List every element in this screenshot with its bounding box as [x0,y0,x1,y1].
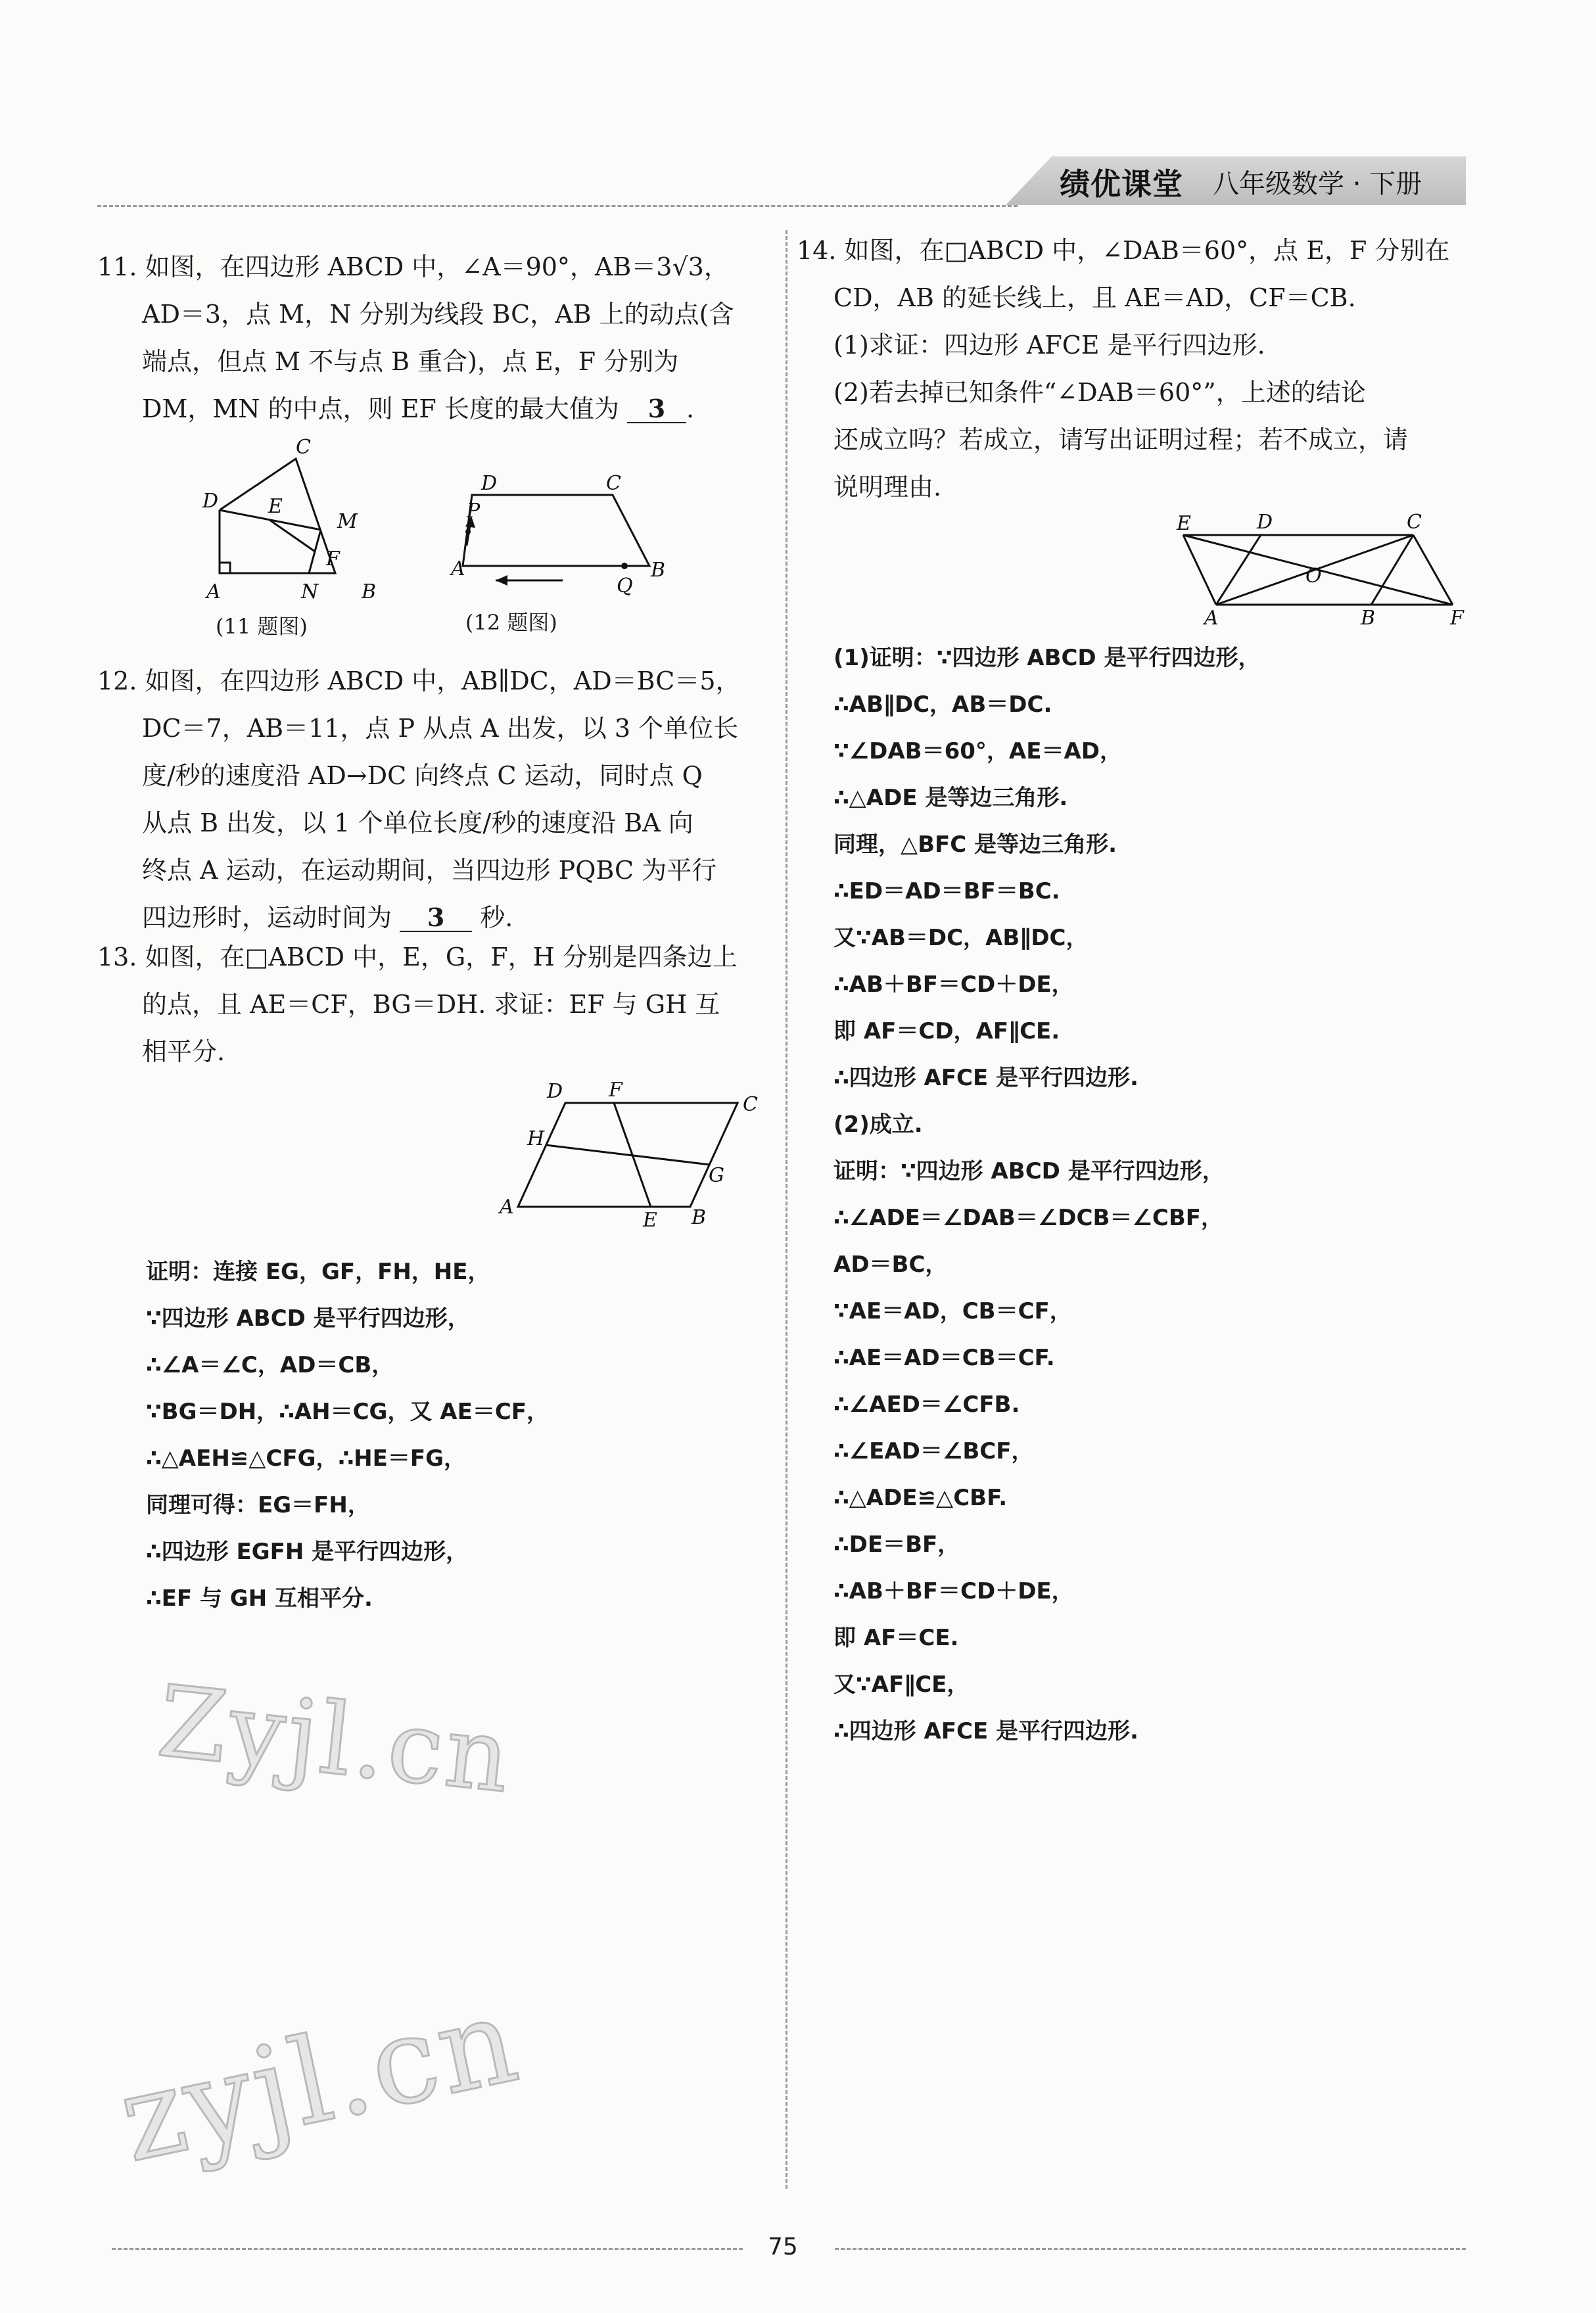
figure-14 [1163,506,1472,631]
proof14-line: ∴△ADE 是等边三角形. [833,785,1068,811]
fig14-label-C: C [1407,511,1422,534]
brand-title: 绩优课堂 [1060,166,1183,202]
proof14-line: (1)证明：∵四边形 ABCD 是平行四边形， [833,645,1261,671]
proof14-line: ∴∠EAD＝∠BCF， [833,1438,1034,1464]
proof-13 [146,1249,549,1622]
fig14-label-F: F [1450,607,1464,630]
fig13-label-G: G [709,1164,724,1187]
fig12-label-B: B [651,559,666,582]
q14-line: CD，AB 的延长线上，且 AE＝AD，CF＝CB. [833,283,1356,312]
proof14-line: AD＝BC， [833,1251,948,1278]
fig11-caption: (11 题图) [216,614,308,639]
proof14-line: ∴AB＋BF＝CD＋DE， [833,1578,1074,1604]
q12-line: DC＝7，AB＝11，点 P 从点 A 出发，以 3 个单位长 [142,714,739,743]
fig14-label-A: A [1204,607,1219,630]
proof14-line: ∴四边形 AFCE 是平行四边形. [833,1718,1138,1744]
proof14-line: ∴AB＋BF＝CD＋DE， [833,971,1074,998]
proof14-line: ∴ED＝AD＝BF＝BC. [833,878,1060,904]
q12-last-suffix: 秒. [480,903,513,932]
header-rule [97,205,1018,207]
fig14-label-E: E [1177,512,1191,535]
proof14-line: ∴△ADE≌△CBF. [833,1485,1008,1511]
q12-answer: 3 [400,904,472,932]
fig11-label-M: M [337,510,358,533]
proof14-line: ∴∠ADE＝∠DAB＝∠DCB＝∠CBF， [833,1205,1223,1231]
question-13 [97,933,738,1075]
fig13-label-E: E [643,1209,657,1232]
fig13-label-F: F [609,1079,622,1102]
fig13-label-B: B [692,1206,707,1229]
fig13-label-D: D [547,1080,563,1103]
fig11-label-E: E [268,495,283,518]
watermark: Zyjl.cn [153,1664,518,1815]
footer-rule-right [835,2248,1466,2250]
proof14-line: ∴AE＝AD＝CB＝CF. [833,1345,1055,1371]
fig11-label-N: N [301,580,319,603]
fig12-label-A: A [451,557,465,580]
fig13-label-C: C [743,1093,758,1116]
column-divider [786,230,787,2189]
q11-end: . [686,394,695,423]
proof14-line: 又∵AF∥CE， [833,1671,970,1698]
proof14-line: ∵∠DAB＝60°，AE＝AD， [833,738,1122,764]
q14-line: (1)求证：四边形 AFCE 是平行四边形. [833,331,1265,360]
q12-line: 终点 A 运动，在运动期间，当四边形 PQBC 为平行 [142,856,717,885]
fig12-label-P: P [467,500,481,523]
proof14-line: ∴DE＝BF， [833,1531,960,1558]
fig12-label-D: D [481,472,498,495]
q11-last-text: DM，MN 的中点，则 EF 长度的最大值为 [142,394,619,423]
proof-14 [833,635,1260,1755]
proof13-line: ∴四边形 EGFH 是平行四边形， [146,1539,469,1565]
header-band-notch [1006,156,1052,205]
proof13-line: 证明：连接 EG，GF，FH，HE， [146,1259,490,1285]
fig11-label-C: C [296,436,311,459]
question-14 [797,227,1449,511]
proof14-line: ∴四边形 AFCE 是平行四边形. [833,1065,1138,1091]
fig14-label-D: D [1257,511,1273,534]
q12-line: 从点 B 出发，以 1 个单位长度/秒的速度沿 BA 向 [142,808,693,837]
q12-line: 度/秒的速度沿 AD→DC 向终点 C 运动，同时点 Q [142,761,703,790]
q11-line: 端点，但点 M 不与点 B 重合)，点 E，F 分别为 [142,347,679,376]
q11-answer: 3 [627,396,686,423]
fig11-label-B: B [362,580,377,603]
q14-line: (2)若去掉已知条件“∠DAB＝60°”，上述的结论 [833,378,1366,407]
fig12-label-Q: Q [617,574,633,597]
q11-line: 11. 如图，在四边形 ABCD 中，∠A＝90°，AB＝3√3， [97,252,729,281]
proof14-line: 即 AF＝CE. [833,1625,959,1651]
proof13-line: 同理可得：EG＝FH， [146,1492,370,1518]
page-number: 75 [768,2233,798,2260]
proof14-line: ∴AB∥DC，AB＝DC. [833,691,1052,718]
question-12 [97,657,741,941]
proof14-line: 即 AF＝CD，AF∥CE. [833,1018,1060,1044]
proof14-line: 又∵AB＝DC，AB∥DC， [833,925,1089,951]
q11-last-line [97,385,734,432]
fig11-label-D: D [202,490,219,513]
q13-line: 的点，且 AE＝CF，BG＝DH. 求证：EF 与 GH 互 [142,990,720,1019]
q13-line: 13. 如图，在□ABCD 中，E，G，F，H 分别是四条边上 [97,943,738,971]
q11-line: AD＝3，点 M，N 分别为线段 BC，AB 上的动点(含 [142,300,734,329]
q13-line: 相平分. [142,1037,225,1066]
proof14-line: (2)成立. [833,1111,923,1138]
q14-line: 还成立吗？若成立，请写出证明过程；若不成立，请 [833,425,1409,454]
proof13-line: ∵四边形 ABCD 是平行四边形， [146,1305,470,1332]
proof14-line: 证明：∵四边形 ABCD 是平行四边形， [833,1158,1225,1184]
proof14-line: 同理，△BFC 是等边三角形. [833,831,1117,858]
proof13-line: ∵BG＝DH，∴AH＝CG，又 AE＝CF， [146,1399,549,1425]
q14-line: 说明理由. [833,473,942,502]
watermark: zyjl.cn [108,1971,530,2189]
fig14-label-O: O [1305,565,1322,588]
fig11-label-A: A [206,580,221,603]
q12-line: 12. 如图，在四边形 ABCD 中，AB∥DC，AD＝BC＝5， [97,666,741,695]
figure-11 [197,434,394,611]
q14-line: 14. 如图，在□ABCD 中，∠DAB＝60°，点 E，F 分别在 [797,236,1450,265]
proof13-line: ∴△AEH≌△CFG，∴HE＝FG， [146,1445,466,1472]
proof13-line: ∴∠A＝∠C，AD＝CB， [146,1352,394,1378]
proof14-line: ∴∠AED＝∠CFB. [833,1391,1020,1418]
figure-13 [493,1071,769,1236]
footer-rule-left [112,2248,743,2250]
fig11-label-F: F [326,548,340,571]
fig13-label-H: H [527,1127,545,1150]
figure-12 [440,463,677,605]
fig14-label-B: B [1361,607,1376,630]
fig12-caption: (12 题图) [465,610,557,635]
proof13-line: ∴EF 与 GH 互相平分. [146,1585,373,1612]
fig13-label-A: A [500,1196,514,1219]
question-11 [97,243,734,432]
q12-last-prefix: 四边形时，运动时间为 [142,903,392,932]
fig12-label-C: C [606,472,621,495]
book-title: 八年级数学 · 下册 [1213,169,1422,199]
proof14-line: ∵AE＝AD，CB＝CF， [833,1298,1072,1324]
